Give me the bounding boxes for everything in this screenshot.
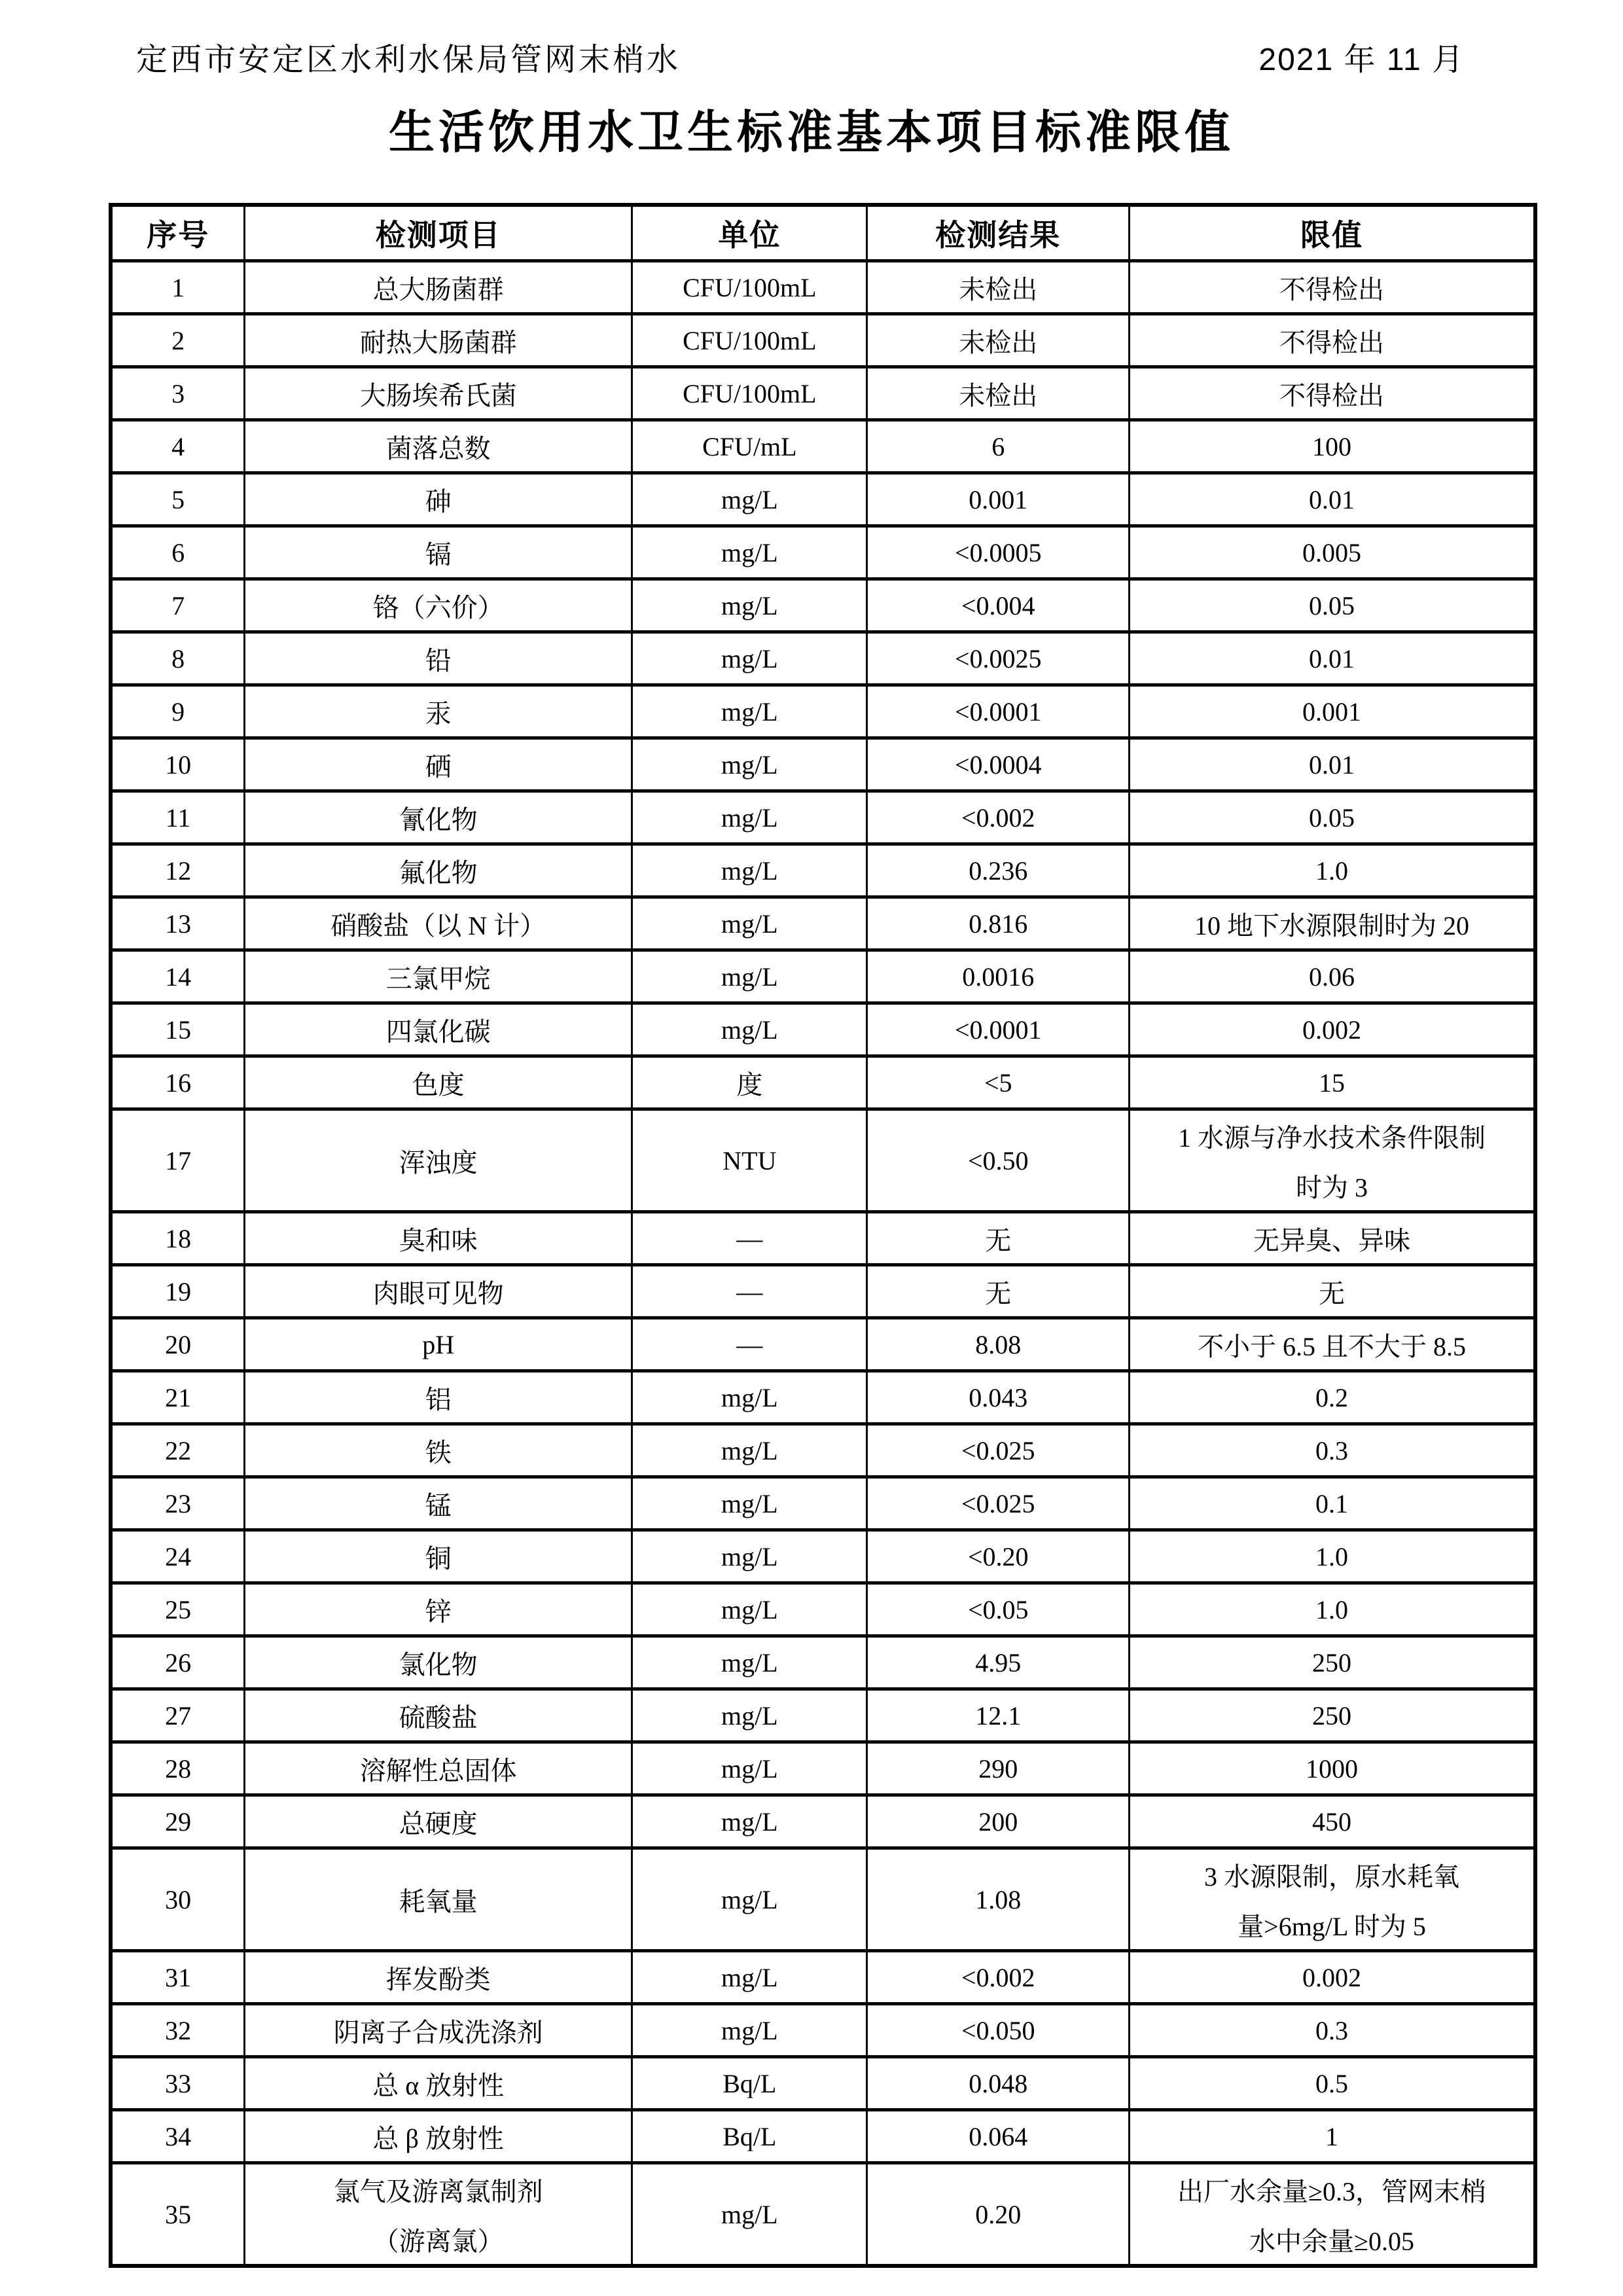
cell-limit: 无 [1130, 1265, 1535, 1318]
cell-no: 10 [111, 738, 245, 791]
cell-item: 锰 [245, 1477, 632, 1530]
cell-result: <0.05 [867, 1583, 1130, 1636]
cell-item: 总 β 放射性 [245, 2110, 632, 2163]
cell-result: <0.002 [867, 1951, 1130, 2004]
cell-no: 35 [111, 2163, 245, 2267]
cell-unit: Bq/L [632, 2110, 867, 2163]
cell-item: 耗氧量 [245, 1848, 632, 1951]
cell-result: <0.0001 [867, 685, 1130, 738]
cell-limit: 0.002 [1130, 1951, 1535, 2004]
cell-result: 未检出 [867, 367, 1130, 420]
table-row [111, 1848, 1535, 1951]
cell-result: <0.50 [867, 1109, 1130, 1212]
cell-result: 无 [867, 1212, 1130, 1265]
cell-item: 氯化物 [245, 1636, 632, 1689]
cell-result: <0.050 [867, 2004, 1130, 2057]
cell-unit: — [632, 1318, 867, 1371]
cell-no: 14 [111, 950, 245, 1003]
cell-limit: 0.05 [1130, 791, 1535, 844]
cell-no: 15 [111, 1003, 245, 1056]
cell-result: 无 [867, 1265, 1130, 1318]
cell-limit: 0.06 [1130, 950, 1535, 1003]
cell-result: <0.0025 [867, 632, 1130, 685]
cell-unit: mg/L [632, 2004, 867, 2057]
cell-result: <0.002 [867, 791, 1130, 844]
cell-limit: 出厂水余量≥0.3，管网末梢 水中余量≥0.05 [1130, 2163, 1535, 2267]
cell-limit: 0.001 [1130, 685, 1535, 738]
cell-unit: mg/L [632, 632, 867, 685]
column-header-item: 检测项目 [245, 205, 632, 261]
table-row [111, 1056, 1535, 1109]
cell-no: 33 [111, 2057, 245, 2110]
table-row [111, 685, 1535, 738]
cell-unit: mg/L [632, 1583, 867, 1636]
cell-no: 2 [111, 314, 245, 367]
table-row [111, 261, 1535, 314]
cell-result: 未检出 [867, 261, 1130, 314]
cell-result: 0.0016 [867, 950, 1130, 1003]
cell-item: 三氯甲烷 [245, 950, 632, 1003]
table-row [111, 579, 1535, 632]
table-row [111, 314, 1535, 367]
cell-result: 6 [867, 420, 1130, 473]
cell-unit: CFU/100mL [632, 314, 867, 367]
table-row [111, 1318, 1535, 1371]
cell-unit: mg/L [632, 1689, 867, 1742]
cell-item: 氰化物 [245, 791, 632, 844]
cell-unit: mg/L [632, 1848, 867, 1951]
table-row [111, 2057, 1535, 2110]
cell-result: <0.20 [867, 1530, 1130, 1583]
cell-no: 5 [111, 473, 245, 526]
cell-limit: 不得检出 [1130, 367, 1535, 420]
cell-item: 肉眼可见物 [245, 1265, 632, 1318]
cell-limit: 250 [1130, 1689, 1535, 1742]
cell-result: <0.0004 [867, 738, 1130, 791]
cell-no: 20 [111, 1318, 245, 1371]
cell-limit: 450 [1130, 1795, 1535, 1848]
cell-unit: mg/L [632, 791, 867, 844]
cell-item: 总硬度 [245, 1795, 632, 1848]
cell-result: 0.236 [867, 844, 1130, 897]
cell-result: <0.025 [867, 1477, 1130, 1530]
cell-item: pH [245, 1318, 632, 1371]
cell-item: 铜 [245, 1530, 632, 1583]
table-header [111, 205, 1535, 261]
cell-no: 28 [111, 1742, 245, 1795]
cell-unit: CFU/100mL [632, 367, 867, 420]
cell-limit: 不得检出 [1130, 261, 1535, 314]
cell-result: 8.08 [867, 1318, 1130, 1371]
table-row [111, 1212, 1535, 1265]
cell-unit: mg/L [632, 1530, 867, 1583]
cell-result: <0.004 [867, 579, 1130, 632]
cell-unit: mg/L [632, 1477, 867, 1530]
cell-unit: mg/L [632, 897, 867, 950]
cell-result: 1.08 [867, 1848, 1130, 1951]
page-title: 生活饮用水卫生标准基本项目标准限值 [389, 107, 1234, 158]
column-header-no: 序号 [111, 205, 245, 261]
cell-result: 12.1 [867, 1689, 1130, 1742]
table-row [111, 367, 1535, 420]
cell-no: 12 [111, 844, 245, 897]
cell-item: 总大肠菌群 [245, 261, 632, 314]
cell-limit: 1 水源与净水技术条件限制 时为 3 [1130, 1109, 1535, 1212]
cell-limit: 10 地下水源限制时为 20 [1130, 897, 1535, 950]
cell-limit: 0.002 [1130, 1003, 1535, 1056]
table-row [111, 1636, 1535, 1689]
cell-result: <0.0001 [867, 1003, 1130, 1056]
cell-result: 0.064 [867, 2110, 1130, 2163]
cell-item: 臭和味 [245, 1212, 632, 1265]
table-row [111, 1583, 1535, 1636]
cell-limit: 0.01 [1130, 473, 1535, 526]
table-row [111, 950, 1535, 1003]
cell-unit: mg/L [632, 1424, 867, 1477]
cell-limit: 0.05 [1130, 579, 1535, 632]
cell-item: 铁 [245, 1424, 632, 1477]
cell-result: 200 [867, 1795, 1130, 1848]
table-body [111, 261, 1535, 2267]
cell-unit: mg/L [632, 1951, 867, 2004]
cell-limit: 1 [1130, 2110, 1535, 2163]
cell-limit: 1.0 [1130, 1583, 1535, 1636]
cell-item: 总 α 放射性 [245, 2057, 632, 2110]
cell-item: 砷 [245, 473, 632, 526]
cell-unit: — [632, 1265, 867, 1318]
cell-result: 未检出 [867, 314, 1130, 367]
cell-unit: mg/L [632, 1636, 867, 1689]
cell-result: 0.001 [867, 473, 1130, 526]
table-row [111, 1530, 1535, 1583]
cell-no: 7 [111, 579, 245, 632]
cell-item: 硫酸盐 [245, 1689, 632, 1742]
cell-unit: — [632, 1212, 867, 1265]
cell-limit: 0.3 [1130, 1424, 1535, 1477]
cell-result: 0.048 [867, 2057, 1130, 2110]
table-row [111, 1689, 1535, 1742]
cell-no: 4 [111, 420, 245, 473]
table-row [111, 1424, 1535, 1477]
cell-item: 溶解性总固体 [245, 1742, 632, 1795]
cell-item: 耐热大肠菌群 [245, 314, 632, 367]
cell-unit: mg/L [632, 1371, 867, 1424]
cell-no: 3 [111, 367, 245, 420]
cell-unit: mg/L [632, 473, 867, 526]
cell-item: 大肠埃希氏菌 [245, 367, 632, 420]
cell-item: 氟化物 [245, 844, 632, 897]
cell-unit: mg/L [632, 1003, 867, 1056]
cell-no: 27 [111, 1689, 245, 1742]
cell-limit: 250 [1130, 1636, 1535, 1689]
cell-result: 290 [867, 1742, 1130, 1795]
cell-item: 镉 [245, 526, 632, 579]
cell-unit: mg/L [632, 844, 867, 897]
column-header-unit: 单位 [632, 205, 867, 261]
cell-unit: mg/L [632, 685, 867, 738]
cell-item: 汞 [245, 685, 632, 738]
page-header [136, 34, 1465, 79]
table-row [111, 1951, 1535, 2004]
column-header-limit: 限值 [1130, 205, 1535, 261]
cell-no: 29 [111, 1795, 245, 1848]
cell-unit: 度 [632, 1056, 867, 1109]
cell-no: 8 [111, 632, 245, 685]
table-row [111, 1795, 1535, 1848]
cell-no: 1 [111, 261, 245, 314]
cell-limit: 15 [1130, 1056, 1535, 1109]
cell-limit: 不得检出 [1130, 314, 1535, 367]
cell-no: 23 [111, 1477, 245, 1530]
cell-unit: mg/L [632, 1742, 867, 1795]
table-row [111, 1003, 1535, 1056]
table-row [111, 2110, 1535, 2163]
cell-result: 4.95 [867, 1636, 1130, 1689]
water-quality-table [109, 203, 1537, 2268]
table-row [111, 738, 1535, 791]
cell-unit: mg/L [632, 579, 867, 632]
cell-unit: mg/L [632, 1795, 867, 1848]
cell-limit: 0.01 [1130, 632, 1535, 685]
cell-item: 锌 [245, 1583, 632, 1636]
cell-no: 6 [111, 526, 245, 579]
cell-item: 硒 [245, 738, 632, 791]
cell-unit: mg/L [632, 526, 867, 579]
cell-item: 四氯化碳 [245, 1003, 632, 1056]
cell-no: 24 [111, 1530, 245, 1583]
cell-no: 30 [111, 1848, 245, 1951]
table-row [111, 473, 1535, 526]
cell-item: 色度 [245, 1056, 632, 1109]
cell-result: 0.043 [867, 1371, 1130, 1424]
table-row [111, 791, 1535, 844]
cell-item: 阴离子合成洗涤剂 [245, 2004, 632, 2057]
column-header-result: 检测结果 [867, 205, 1130, 261]
cell-limit: 0.005 [1130, 526, 1535, 579]
cell-item: 菌落总数 [245, 420, 632, 473]
cell-limit: 0.5 [1130, 2057, 1535, 2110]
cell-item: 铝 [245, 1371, 632, 1424]
cell-no: 13 [111, 897, 245, 950]
cell-limit: 0.01 [1130, 738, 1535, 791]
cell-unit: mg/L [632, 950, 867, 1003]
cell-unit: mg/L [632, 738, 867, 791]
table-row [111, 526, 1535, 579]
table-row [111, 897, 1535, 950]
table-row [111, 844, 1535, 897]
cell-limit: 0.1 [1130, 1477, 1535, 1530]
cell-unit: CFU/mL [632, 420, 867, 473]
cell-unit: NTU [632, 1109, 867, 1212]
cell-limit: 0.2 [1130, 1371, 1535, 1424]
cell-limit: 1000 [1130, 1742, 1535, 1795]
cell-item: 硝酸盐（以 N 计） [245, 897, 632, 950]
cell-no: 32 [111, 2004, 245, 2057]
table-row [111, 1371, 1535, 1424]
header-organization: 定西市安定区水利水保局管网末梢水 [136, 43, 681, 77]
cell-no: 19 [111, 1265, 245, 1318]
table-header-row [111, 205, 1535, 261]
table-row [111, 2004, 1535, 2057]
cell-limit: 不小于 6.5 且不大于 8.5 [1130, 1318, 1535, 1371]
table-row [111, 1477, 1535, 1530]
cell-unit: Bq/L [632, 2057, 867, 2110]
cell-no: 9 [111, 685, 245, 738]
table-row [111, 420, 1535, 473]
cell-limit: 3 水源限制，原水耗氧 量>6mg/L 时为 5 [1130, 1848, 1535, 1951]
cell-unit: mg/L [632, 2163, 867, 2267]
cell-limit: 无异臭、异味 [1130, 1212, 1535, 1265]
cell-limit: 0.3 [1130, 2004, 1535, 2057]
header-date: 2021 年 11 月 [1258, 43, 1465, 77]
table-row [111, 632, 1535, 685]
cell-result: <0.0005 [867, 526, 1130, 579]
cell-result: 0.20 [867, 2163, 1130, 2267]
cell-result: <0.025 [867, 1424, 1130, 1477]
cell-limit: 1.0 [1130, 1530, 1535, 1583]
cell-limit: 100 [1130, 420, 1535, 473]
cell-item: 氯气及游离氯制剂 （游离氯） [245, 2163, 632, 2267]
cell-no: 25 [111, 1583, 245, 1636]
cell-item: 铬（六价） [245, 579, 632, 632]
cell-no: 17 [111, 1109, 245, 1212]
cell-result: <5 [867, 1056, 1130, 1109]
cell-no: 11 [111, 791, 245, 844]
cell-no: 22 [111, 1424, 245, 1477]
cell-no: 18 [111, 1212, 245, 1265]
cell-no: 16 [111, 1056, 245, 1109]
table-row [111, 1265, 1535, 1318]
cell-no: 34 [111, 2110, 245, 2163]
cell-limit: 1.0 [1130, 844, 1535, 897]
cell-unit: CFU/100mL [632, 261, 867, 314]
cell-result: 0.816 [867, 897, 1130, 950]
table-row [111, 1742, 1535, 1795]
table-row [111, 1109, 1535, 1212]
cell-item: 铅 [245, 632, 632, 685]
cell-no: 31 [111, 1951, 245, 2004]
cell-item: 浑浊度 [245, 1109, 632, 1212]
cell-no: 26 [111, 1636, 245, 1689]
table-row [111, 2163, 1535, 2267]
cell-item: 挥发酚类 [245, 1951, 632, 2004]
cell-no: 21 [111, 1371, 245, 1424]
